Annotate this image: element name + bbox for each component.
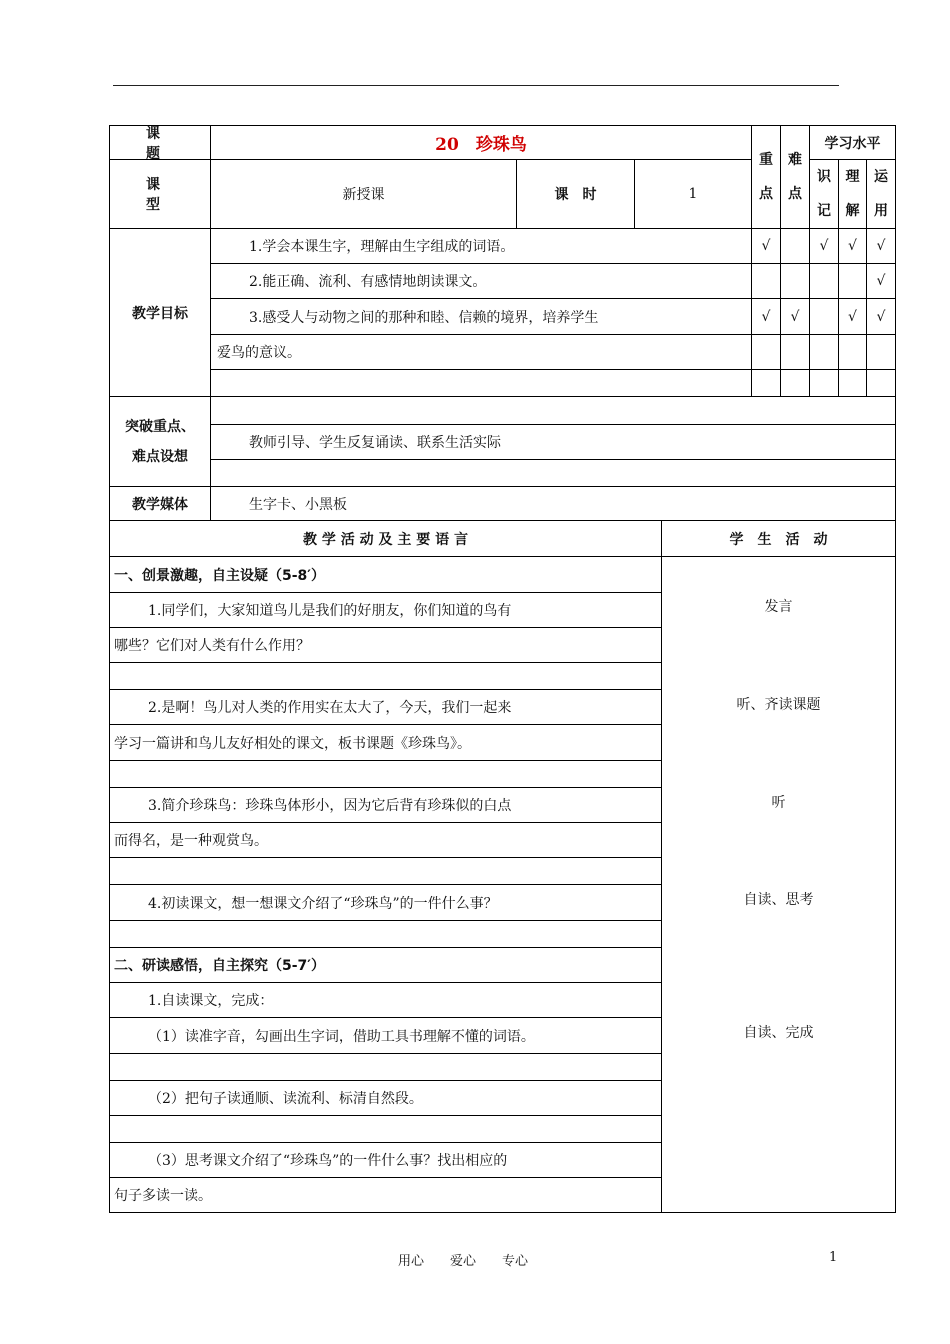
activity-row: 句子多读一读。 xyxy=(109,1177,662,1213)
student-activity: 发言 xyxy=(764,599,793,615)
activity-row xyxy=(109,760,662,788)
breakthrough-blank-bottom xyxy=(210,459,896,487)
activity-row: 1.自读课文，完成： xyxy=(109,982,662,1018)
activity-row xyxy=(109,1115,662,1143)
lesson-title: 20 珍珠鸟 xyxy=(210,125,752,160)
goal-mark xyxy=(809,334,839,370)
student-activity: 自读、思考 xyxy=(743,892,814,908)
goal-mark xyxy=(866,334,896,370)
goal-mark: √ xyxy=(866,298,896,335)
media-label: 教学媒体 xyxy=(109,486,211,521)
section-heading: 一、创景激趣，自主设疑（5-8′） xyxy=(109,556,662,593)
goal-mark: √ xyxy=(751,298,781,335)
goal-mark xyxy=(780,334,810,370)
footer-motto: 用心 爱心 专心 xyxy=(398,1254,529,1269)
activity-row: 学习一篇讲和鸟儿友好相处的课文，板书课题《珍珠鸟》。 xyxy=(109,724,662,761)
goal-mark xyxy=(866,369,896,397)
student-activity: 听、齐读课题 xyxy=(736,697,821,713)
goal-mark xyxy=(751,334,781,370)
activity-row: （3）思考课文介绍了“珍珠鸟”的一件什么事？找出相应的 xyxy=(109,1142,662,1178)
goal-mark: √ xyxy=(866,263,896,299)
type-value: 新授课 xyxy=(210,159,517,229)
goal-mark xyxy=(838,334,867,370)
goal-mark xyxy=(809,369,839,397)
activity-row: 2.是啊！鸟儿对人类的作用实在太大了，今天，我们一起来 xyxy=(109,689,662,725)
goal-mark: √ xyxy=(838,228,867,264)
goal-mark xyxy=(809,263,839,299)
goal-mark: √ xyxy=(866,228,896,264)
goal-mark xyxy=(780,263,810,299)
goal-mark xyxy=(751,263,781,299)
header-rule xyxy=(113,85,839,86)
activity-row: 4.初读课文，想一想课文介绍了“珍珠鸟”的一件什么事？ xyxy=(109,884,662,921)
activity-row: 哪些？它们对人类有什么作用？ xyxy=(109,627,662,663)
topic-label: 课 题 xyxy=(109,125,211,160)
level-col-understand: 理 解 xyxy=(838,159,867,229)
activity-row: 而得名，是一种观赏鸟。 xyxy=(109,822,662,858)
breakthrough-label: 突破重点、 难点设想 xyxy=(109,396,211,487)
goals-label: 教学目标 xyxy=(109,228,211,397)
breakthrough-blank-top xyxy=(210,396,896,425)
activities-header: 教 学 活 动 及 主 要 语 言 xyxy=(109,520,662,557)
goal-row xyxy=(210,369,752,397)
goal-mark xyxy=(838,369,867,397)
breakthrough-text: 教师引导、学生反复诵读、联系生活实际 xyxy=(210,424,896,460)
activity-row xyxy=(109,1053,662,1081)
goal-mark: √ xyxy=(838,298,867,335)
level-header: 学习水平 xyxy=(809,125,896,160)
activity-row xyxy=(109,857,662,885)
activity-row: （2）把句子读通顺、读流利、标清自然段。 xyxy=(109,1080,662,1116)
activity-row: 3.简介珍珠鸟：珍珠鸟体形小，因为它后背有珍珠似的白点 xyxy=(109,787,662,823)
goal-mark xyxy=(809,298,839,335)
student-activity: 自读、完成 xyxy=(743,1025,814,1041)
section-heading: 二、研读感悟，自主探究（5-7′） xyxy=(109,947,662,983)
goal-row: 3.感受人与动物之间的那种和睦、信赖的境界，培养学生 xyxy=(210,298,752,335)
level-col-apply: 运 用 xyxy=(866,159,896,229)
goal-mark: √ xyxy=(751,228,781,264)
goal-mark xyxy=(751,369,781,397)
goal-row: 1.学会本课生字，理解由生字组成的词语。 xyxy=(210,228,752,264)
student-activity-column xyxy=(661,556,896,1213)
activity-row xyxy=(109,920,662,948)
goal-mark xyxy=(780,228,810,264)
activity-row: 1.同学们，大家知道鸟儿是我们的好朋友，你们知道的鸟有 xyxy=(109,592,662,628)
page-number: 1 xyxy=(829,1250,838,1265)
goal-mark: √ xyxy=(809,228,839,264)
key-point-header: 重 点 xyxy=(751,125,781,229)
level-col-recall: 识 记 xyxy=(809,159,839,229)
goal-mark xyxy=(838,263,867,299)
period-value: 1 xyxy=(634,159,752,229)
activity-row xyxy=(109,662,662,690)
goal-mark: √ xyxy=(780,298,810,335)
goal-mark xyxy=(780,369,810,397)
goal-row: 2.能正确、流利、有感情地朗读课文。 xyxy=(210,263,752,299)
goal-row: 爱鸟的意议。 xyxy=(210,334,752,370)
student-activity: 听 xyxy=(771,795,786,811)
type-label: 课 型 xyxy=(109,159,211,229)
activity-row: （1）读准字音，勾画出生字词，借助工具书理解不懂的词语。 xyxy=(109,1017,662,1054)
student-header: 学 生 活 动 xyxy=(661,520,896,557)
period-label: 课 时 xyxy=(516,159,635,229)
difficulty-header: 难 点 xyxy=(780,125,810,229)
media-text: 生字卡、小黑板 xyxy=(210,486,896,521)
